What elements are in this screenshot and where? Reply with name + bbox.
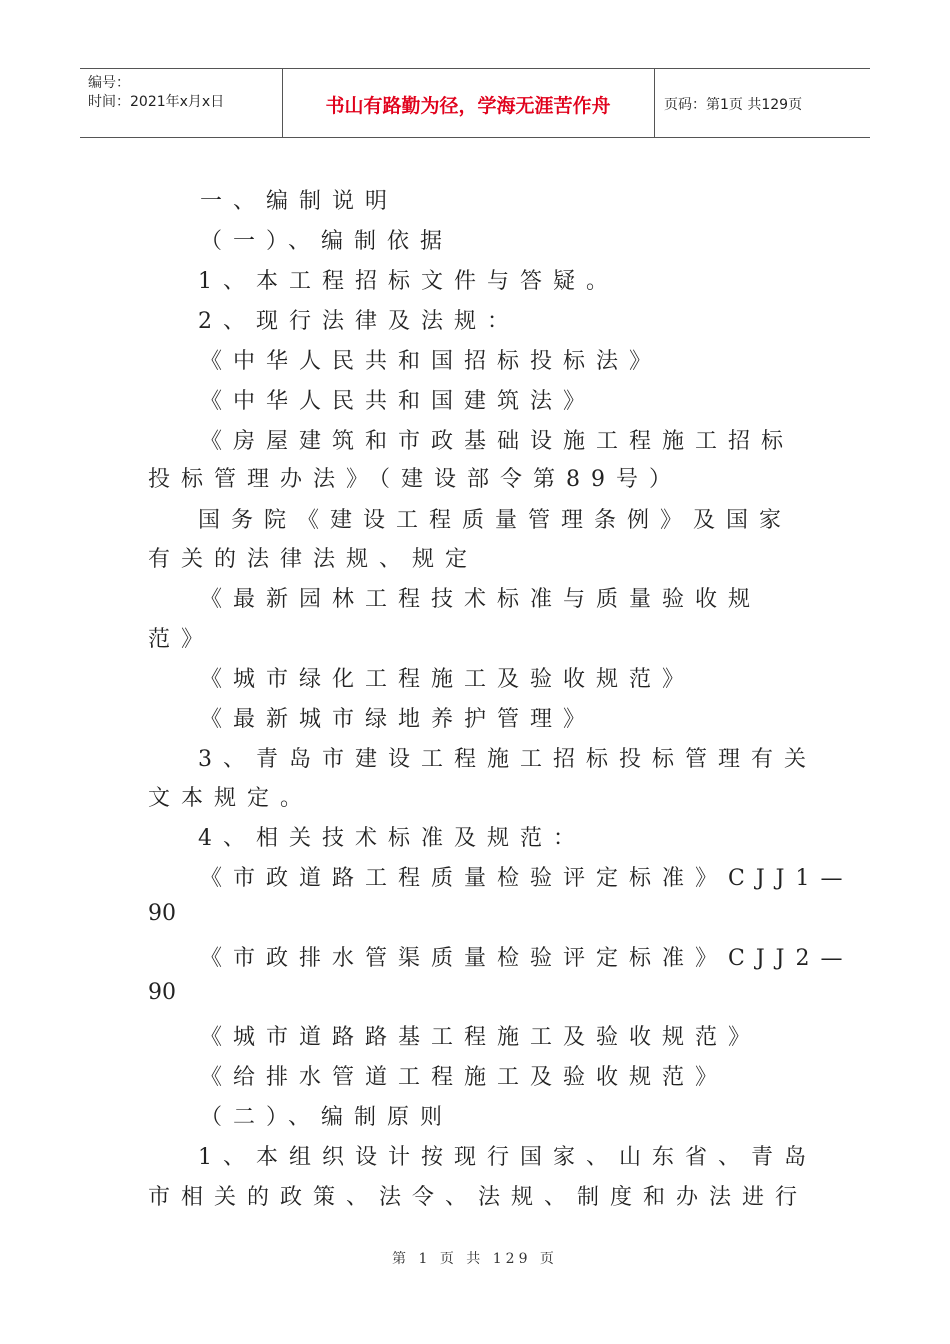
text-line: 《最新园林工程技术标准与质量验收规 bbox=[200, 587, 762, 612]
text-line: 《房屋建筑和市政基础设施工程施工招标 bbox=[200, 429, 795, 454]
subheading-basis: （一）、编制依据 bbox=[200, 229, 454, 254]
number-label: 编号： bbox=[88, 75, 130, 91]
subheading-principles: （二）、编制原则 bbox=[200, 1105, 454, 1130]
text-line: 《城市绿化工程施工及验收规范》 bbox=[200, 667, 696, 692]
text-line: 文本规定。 bbox=[148, 786, 314, 811]
heading-compilation-notes: 一、编制说明 bbox=[200, 189, 399, 214]
text-line: 4、相关技术标准及规范： bbox=[198, 826, 586, 851]
text-line: 市相关的政策、法令、法规、制度和办法进行 bbox=[148, 1185, 809, 1210]
text-line: 《市政排水管渠质量检验评定标准》CJJ2— bbox=[200, 946, 854, 971]
text-line: 《中华人民共和国建筑法》 bbox=[200, 389, 597, 414]
text-line: 国务院《建设工程质量管理条例》及国家 bbox=[198, 508, 793, 533]
text-line: 投标管理办法》（建设部令第89号） bbox=[148, 467, 682, 492]
page-number-label: 页码：第1页 共129页 bbox=[664, 97, 803, 113]
text-line: 90 bbox=[148, 980, 176, 1005]
text-line: 《给排水管道工程施工及验收规范》 bbox=[200, 1065, 729, 1090]
text-line: 90 bbox=[148, 901, 176, 926]
page-footer: 第 1 页 共 129 页 bbox=[392, 1251, 558, 1267]
text-line: 《城市道路路基工程施工及验收规范》 bbox=[200, 1025, 762, 1050]
time-label: 时间：2021年x月x日 bbox=[88, 94, 225, 110]
motto-text: 书山有路勤为径，学海无涯苦作舟 bbox=[325, 95, 611, 117]
text-line: 1、本工程招标文件与答疑。 bbox=[198, 269, 619, 294]
text-line: 有关的法律法规、规定 bbox=[148, 547, 479, 572]
text-line: 《最新城市绿地养护管理》 bbox=[200, 707, 597, 732]
text-line: 3、青岛市建设工程施工招标投标管理有关 bbox=[198, 747, 817, 772]
text-line: 范》 bbox=[148, 627, 215, 652]
text-line: 2、现行法律及法规： bbox=[198, 309, 520, 334]
text-line: 1、本组织设计按现行国家、山东省、青岛 bbox=[198, 1145, 817, 1170]
text-line: 《中华人民共和国招标投标法》 bbox=[200, 349, 663, 374]
text-line: 《市政道路工程质量检验评定标准》CJJ1— bbox=[200, 866, 854, 891]
